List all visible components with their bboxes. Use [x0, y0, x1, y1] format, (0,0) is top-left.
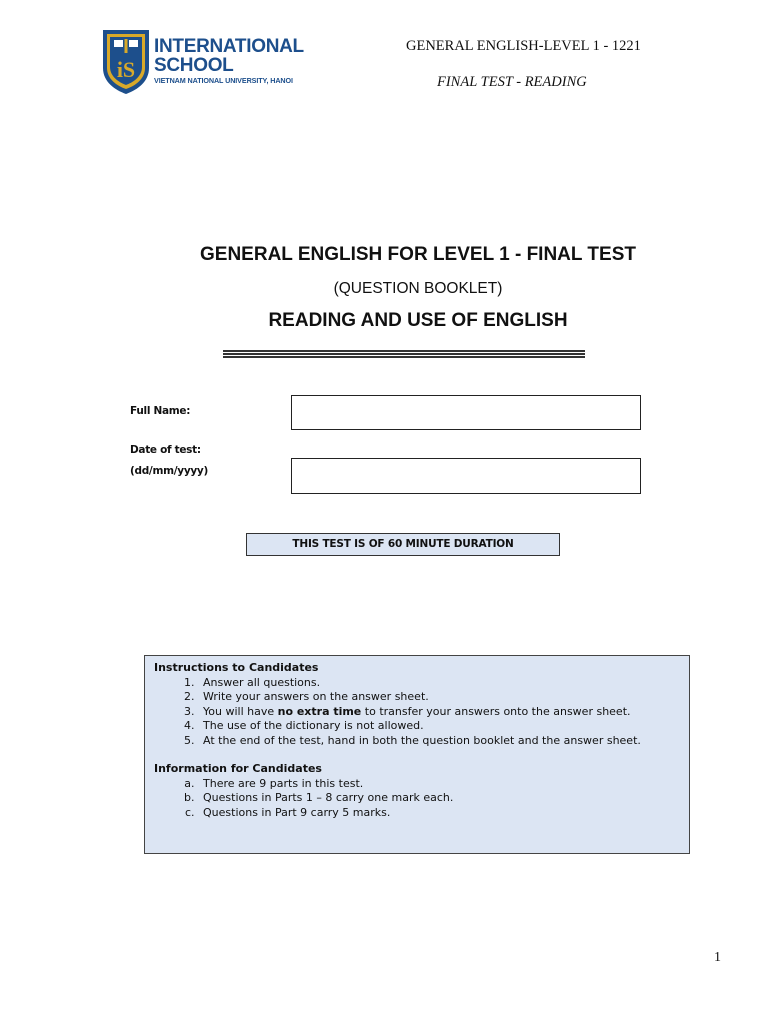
- logo-line-international: INTERNATIONAL: [154, 36, 304, 57]
- date-format-hint: (dd/mm/yyyy): [130, 465, 208, 477]
- instruction-emphasis: no extra time: [277, 704, 362, 718]
- full-name-label: Full Name:: [130, 405, 191, 417]
- school-logo: [101, 28, 331, 96]
- logo-monogram: iS: [116, 57, 136, 82]
- instruction-text: to transfer your answers onto the answer sheet.: [361, 704, 631, 718]
- logo-line-university: VIETNAM NATIONAL UNIVERSITY, HANOI: [154, 76, 293, 85]
- course-code: GENERAL ENGLISH-LEVEL 1 - 1221: [406, 38, 641, 54]
- information-list: [154, 777, 680, 821]
- instruction-item: 1. Answer all questions.: [198, 676, 680, 691]
- instruction-item: [198, 705, 680, 720]
- instructions-heading: Instructions to Candidates: [154, 661, 319, 674]
- information-heading: Information for Candidates: [154, 762, 322, 775]
- section-title: READING AND USE OF ENGLISH: [268, 310, 568, 331]
- instruction-item: 5. At the end of the test, hand in both the question booklet and the answer sheet.: [198, 734, 680, 749]
- information-item: a. There are 9 parts in this test.: [198, 777, 680, 792]
- date-label: Date of test:: [130, 444, 201, 456]
- instruction-item: 4. The use of the dictionary is not allowed.: [198, 719, 680, 734]
- logo-wordmark: [154, 37, 304, 85]
- test-type: FINAL TEST - READING: [437, 74, 587, 90]
- instructions-box: [144, 655, 690, 854]
- duration-notice: THIS TEST IS OF 60 MINUTE DURATION: [246, 533, 560, 556]
- shield-emblem-icon: [101, 28, 151, 96]
- instruction-item: 2. Write your answers on the answer sheet.: [198, 690, 680, 705]
- instructions-list: [154, 676, 680, 749]
- information-item: b. Questions in Parts 1 – 8 carry one mark each.: [198, 791, 680, 806]
- information-item: c. Questions in Part 9 carry 5 marks.: [198, 806, 680, 821]
- date-field[interactable]: [291, 458, 641, 494]
- booklet-subtitle: (QUESTION BOOKLET): [333, 280, 503, 297]
- full-name-field[interactable]: [291, 395, 641, 430]
- logo-line-school: SCHOOL: [154, 55, 234, 76]
- main-title: GENERAL ENGLISH FOR LEVEL 1 - FINAL TEST: [200, 244, 636, 265]
- page-number: 1: [714, 950, 721, 965]
- instruction-text: You will have: [203, 704, 278, 718]
- title-divider: [223, 350, 585, 358]
